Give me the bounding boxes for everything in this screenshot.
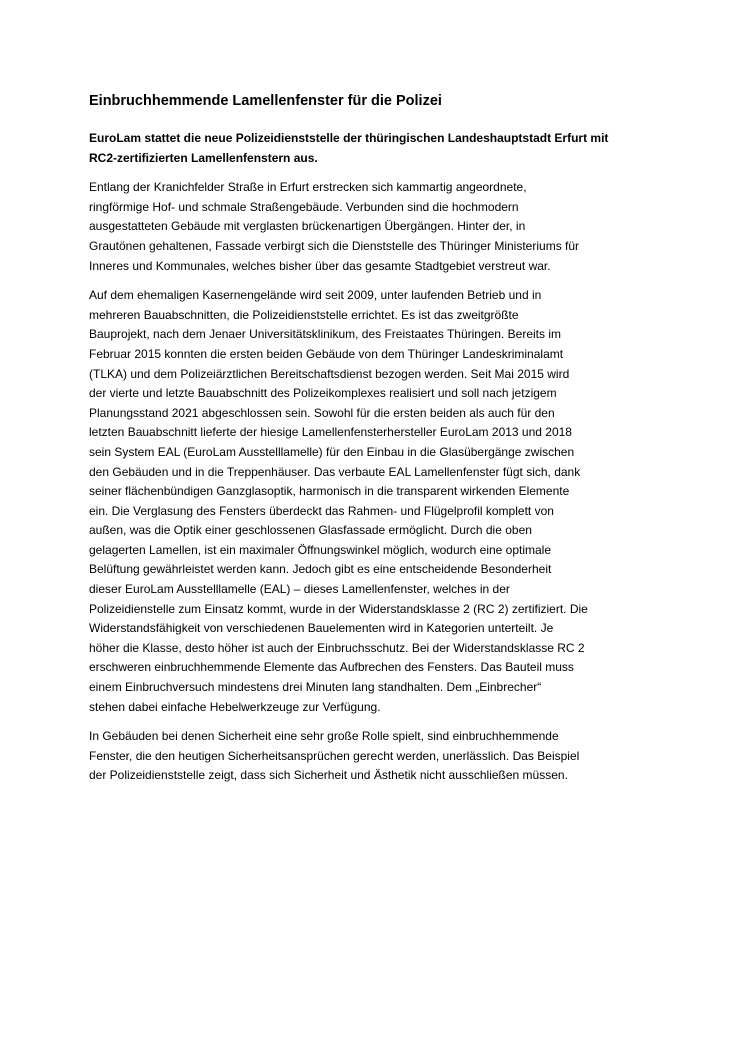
lead-line: RC2-zertifizierten Lamellenfenstern aus. [89, 150, 318, 165]
text-line: dieser EuroLam Ausstelllamelle (EAL) – dieses Lamellenfenster, welches in der [89, 582, 510, 597]
text-line: der Polizeidienststelle zeigt, dass sich Sicherheit und Ästhetik nicht ausschließen müssen. [89, 768, 568, 783]
lead-paragraph [89, 129, 669, 168]
text-line: Widerstandsfähigkeit von verschiedenen Bauelementen wird in Kategorien unterteilt. Je [89, 621, 554, 636]
text-line: erschweren einbruchhemmende Elemente das Aufbrechen des Fensters. Das Bauteil muss [89, 660, 574, 675]
body-paragraph-1 [89, 178, 669, 276]
text-line: Auf dem ehemaligen Kasernengelände wird seit 2009, unter laufenden Betrieb und in [89, 288, 542, 303]
body-paragraph-2 [89, 286, 669, 717]
document-title: Einbruchhemmende Lamellenfenster für die Polizei [89, 93, 442, 109]
text-line: stehen dabei einfache Hebelwerkzeuge zur Verfügung. [89, 699, 381, 714]
text-line: Bauprojekt, nach dem Jenaer Universitätsklinikum, des Freistaates Thüringen. Bereits im [89, 327, 561, 342]
text-line: ringförmige Hof- und schmale Straßengebäude. Verbunden sind die hochmodern [89, 199, 519, 214]
text-line: sein System EAL (EuroLam Ausstelllamelle) für den Einbau in die Glasübergänge zwischen [89, 444, 575, 459]
text-line: In Gebäuden bei denen Sicherheit eine sehr große Rolle spielt, sind einbruchhemmende [89, 729, 559, 744]
text-line: Februar 2015 konnten die ersten beiden Gebäude von dem Thüringer Landeskriminalamt [89, 346, 564, 361]
text-line: gelagerten Lamellen, ist ein maximaler Öffnungswinkel möglich, wodurch eine optimale [89, 542, 552, 557]
document-page [89, 92, 669, 796]
text-line: Grautönen gehaltenen, Fassade verbirgt sich die Dienststelle des Thüringer Ministeriums für [89, 238, 580, 253]
text-line: ein. Die Verglasung des Fensters überdeckt das Rahmen- und Flügelprofil komplett von [89, 503, 554, 518]
text-line: mehreren Bauabschnitten, die Polizeidienststelle errichtet. Es ist das zweitgrößte [89, 307, 519, 322]
text-line: höher die Klasse, desto höher ist auch der Einbruchsschutz. Bei der Widerstandsklasse RC 2 [89, 640, 585, 655]
text-line: einem Einbruchversuch mindestens drei Minuten lang standhalten. Dem „Einbrecher“ [89, 680, 542, 695]
text-line: der vierte und letzte Bauabschnitt des Polizeikomplexes realisiert und soll nach jetzigem [89, 386, 557, 401]
text-line: letzten Bauabschnitt lieferte der hiesige Lamellenfensterhersteller EuroLam 2013 und 2018 [89, 425, 572, 440]
text-line: Polizeidienstelle zum Einsatz kommt, wurde in der Widerstandsklasse 2 (RC 2) zertifiziert. Die [89, 601, 588, 616]
text-line: seiner flächenbündigen Ganzglasoptik, harmonisch in die transparent wirkenden Elemente [89, 484, 570, 499]
text-line: Inneres und Kommunales, welches bisher über das gesamte Stadtgebiet verstreut war. [89, 258, 551, 273]
text-line: (TLKA) und dem Polizeiärztlichen Bereitschaftsdienst bezogen werden. Seit Mai 2015 wird [89, 366, 570, 381]
lead-line: EuroLam stattet die neue Polizeidienststelle der thüringischen Landeshauptstadt Erfurt mit [89, 131, 609, 145]
text-line: den Gebäuden und in die Treppenhäuser. Das verbaute EAL Lamellenfenster fügt sich, dank [89, 464, 581, 479]
text-line: Fenster, die den heutigen Sicherheitsansprüchen gerecht werden, unerlässlich. Das Beispiel [89, 748, 580, 763]
body-paragraph-3 [89, 727, 669, 786]
text-line: Entlang der Kranichfelder Straße in Erfurt erstrecken sich kammartig angeordnete, [89, 180, 527, 195]
text-line: außen, was die Optik einer geschlossenen Glasfassade ermöglicht. Durch die oben [89, 523, 532, 538]
text-line: ausgestatteten Gebäude mit verglasten brückenartigen Übergängen. Hinter der, in [89, 219, 526, 234]
text-line: Planungsstand 2021 abgeschlossen sein. Sowohl für die ersten beiden als auch für den [89, 405, 555, 420]
text-line: Belüftung gewährleistet werden kann. Jedoch gibt es eine entscheidende Besonderheit [89, 562, 552, 577]
